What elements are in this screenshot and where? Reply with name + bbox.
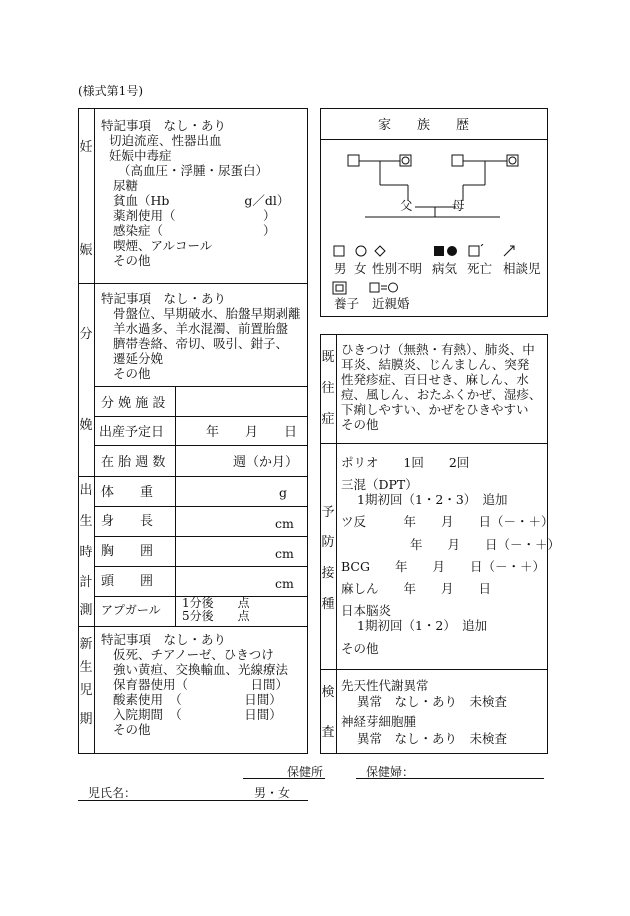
- adopted-symbol-icon: [333, 282, 346, 294]
- form-number: (様式第1号): [78, 84, 143, 98]
- dpt-row: 三混（DPT）: [341, 477, 418, 492]
- vacc-label-2: 防: [321, 535, 335, 550]
- birth-label-3: 時: [79, 545, 93, 560]
- tb-row-2: 年 月 日（－・＋）: [410, 537, 561, 552]
- newborn-label-3: 児: [79, 683, 93, 698]
- family-legend-symbols: [330, 244, 540, 260]
- due-date-value: 年 月 日: [206, 425, 298, 440]
- health-center-label: 保健所: [287, 765, 324, 779]
- birth-label-1: 出: [79, 483, 93, 498]
- father-label: 父: [400, 198, 413, 213]
- family-tree-diagram: [320, 139, 548, 239]
- grandfather-paternal-icon: [348, 155, 359, 166]
- ill-male-symbol-icon: [434, 246, 444, 256]
- nurse-label: 保健婦：: [366, 765, 415, 779]
- consang-symbol-icon: [370, 283, 379, 292]
- apgar-5min: 5分後 点: [182, 609, 250, 623]
- newborn-label-2: 生: [79, 660, 93, 675]
- head-unit: cm: [275, 576, 294, 591]
- height-label: 身 長: [101, 514, 154, 529]
- exam-neuroblastoma-result: 異常 なし・あり 未検査: [357, 731, 508, 746]
- head-label: 頭 囲: [101, 574, 154, 589]
- je-sub-row: 1期初回（1・2） 追加: [357, 618, 488, 633]
- exam-neuroblastoma: 神経芽細胞腫: [341, 714, 417, 729]
- legend-unknown: 性別不明: [372, 261, 423, 276]
- legend-male: 男: [334, 261, 347, 276]
- legend-consult: 相談児: [503, 261, 541, 276]
- newborn-label-4: 期: [79, 712, 93, 727]
- dpt-sub-row: 1期初回（1・2・3） 追加: [357, 492, 508, 507]
- birth-label-5: 測: [79, 603, 93, 618]
- exam-metabolic-result: 異常 なし・あり 未検査: [357, 694, 508, 709]
- legend-ill: 病気: [432, 261, 458, 276]
- child-name-label: 児氏名：: [88, 786, 137, 800]
- due-date-label: 出産予定日: [99, 425, 165, 440]
- gestation-label: 在 胎 週 数: [101, 455, 166, 470]
- child-name-line: [78, 800, 308, 801]
- je-row: 日本脳炎: [341, 603, 392, 618]
- weight-label: 体 重: [101, 485, 154, 500]
- family-legend-symbols-2: [330, 280, 440, 296]
- delivery-label-top: 分: [79, 327, 93, 342]
- weight-unit: g: [279, 485, 288, 500]
- vacc-label-3: 接: [321, 566, 335, 581]
- exam-metabolic: 先天性代謝異常: [341, 678, 429, 693]
- chest-unit: cm: [275, 546, 294, 561]
- chest-label: 胸 囲: [101, 544, 154, 559]
- male-symbol-icon: [334, 246, 344, 256]
- nurse-line: [356, 778, 544, 779]
- measles-row: 麻しん 年 月 日: [341, 581, 492, 596]
- exam-label-1: 検: [321, 685, 335, 700]
- exam-label-2: 査: [321, 725, 335, 740]
- vacc-label-4: 種: [321, 597, 335, 612]
- apgar-label: アプガール: [101, 603, 161, 617]
- birth-label-4: 計: [79, 575, 93, 590]
- unknown-sex-symbol-icon: [375, 246, 385, 256]
- legend-female: 女: [354, 261, 367, 276]
- family-history-title: 家 族 歴: [378, 118, 470, 133]
- ill-female-symbol-icon: [447, 246, 457, 256]
- legend-consang: 近親婚: [372, 296, 410, 311]
- mother-label: 母: [452, 198, 465, 213]
- consult-child-arrow-icon: [504, 246, 514, 256]
- bcg-row: BCG 年 月 日（－・＋）: [341, 559, 545, 574]
- newborn-label-1: 新: [79, 637, 93, 652]
- dead-symbol-icon: [469, 246, 479, 256]
- height-unit: cm: [275, 516, 294, 531]
- female-symbol-icon: [356, 246, 366, 256]
- birth-label-2: 生: [79, 514, 93, 529]
- grandfather-maternal-icon: [452, 155, 463, 166]
- history-label-3: 症: [321, 412, 335, 427]
- apgar-1min: 1分後 点: [182, 596, 250, 610]
- history-label-2: 往: [321, 381, 335, 396]
- tb-row: ツ反 年 月 日（－・＋）: [341, 514, 554, 529]
- delivery-label-bottom: 娩: [79, 418, 93, 433]
- polio-row: ポリオ 1回 2回: [341, 455, 470, 470]
- pregnancy-label-bottom: 娠: [79, 243, 93, 258]
- history-label-1: 既: [321, 350, 335, 365]
- sex-label: 男・女: [254, 786, 291, 800]
- legend-dead: 死亡: [467, 261, 493, 276]
- legend-adopted: 養子: [334, 296, 360, 311]
- health-center-line: [243, 778, 325, 779]
- gestation-value: 週（か月）: [233, 455, 299, 470]
- facility-label: 分 娩 施 設: [101, 396, 166, 411]
- vacc-label-1: 予: [321, 505, 335, 520]
- pregnancy-label-top: 妊: [79, 140, 93, 155]
- vacc-other: その他: [341, 641, 379, 656]
